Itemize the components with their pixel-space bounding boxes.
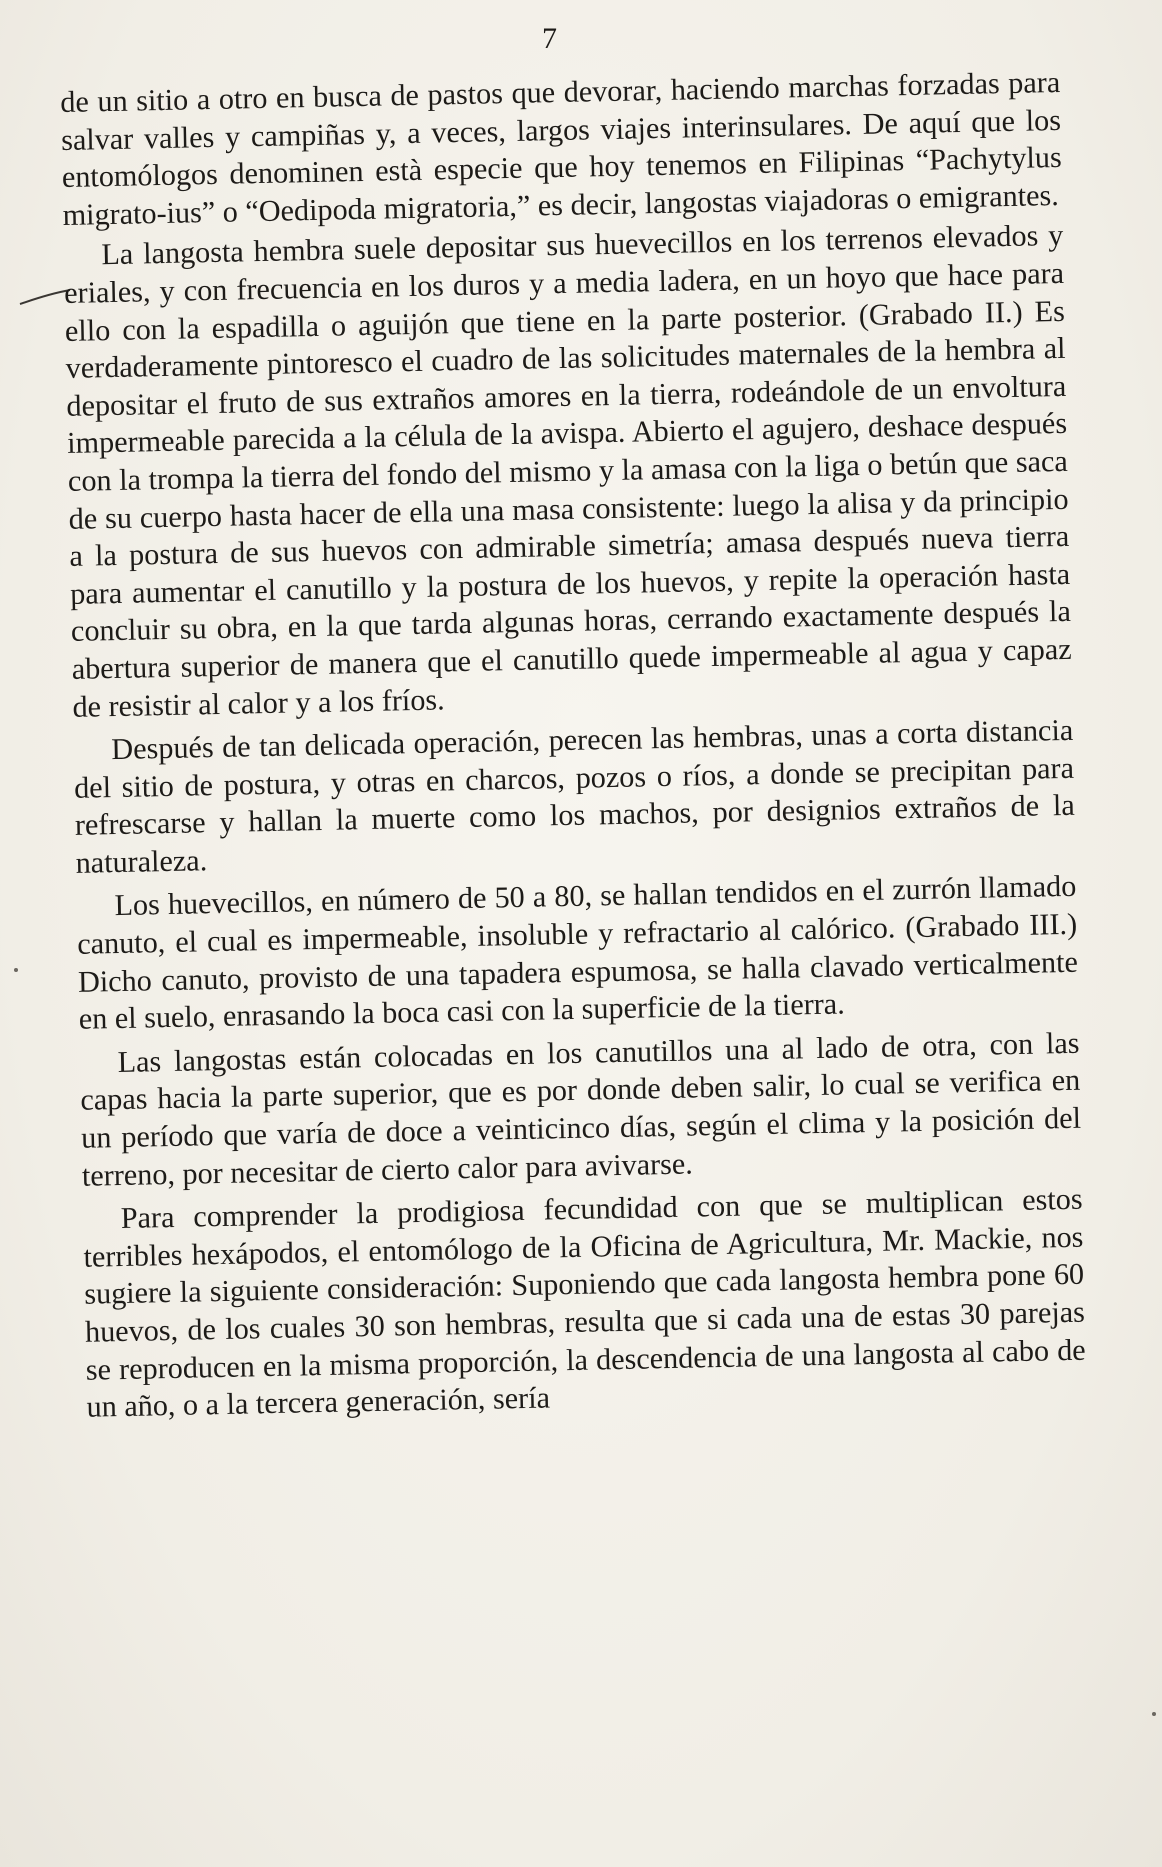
paragraph: Después de tan delicada operación, perecen las hembras, unas a corta distancia del sitio de postura, y otras en charcos, pozos o ríos, a donde se precipitan para refrescarse y hallan la muerte como los machos, por designios extraños de la naturaleza. bbox=[73, 712, 1076, 880]
margin-speck bbox=[1152, 1712, 1156, 1716]
body-text bbox=[60, 64, 1087, 1427]
paragraph: Los huevecillos, en número de 50 a 80, se hallan tendidos en el zurrón llamado canuto, el cual es impermeable, insoluble y refractario al calórico. (Grabado III.) Dicho canuto, provisto de una tapadera espumosa, se halla clavado verticalmente en el suelo, enrasando la boca casi con la superficie de la tierra. bbox=[76, 869, 1079, 1037]
page-number: 7 bbox=[542, 22, 558, 55]
paragraph-continuation: de un sitio a otro en busca de pastos que devorar, haciendo marchas forzadas para salvar valles y campiñas y, a veces, largos viajes interinsulares. De aquí que los entomólogos denominen està especie que hoy tenemos en Filipinas “Pachytylus migrato-ius” o “Oedipoda migratoria,” es decir, langostas viajadoras o emigrantes. bbox=[60, 64, 1063, 232]
paragraph: Para comprender la prodigiosa fecundidad con que se multiplican estos terribles hexápodos, el entomólogo de la Oficina de Agricultura, Mr. Mackie, nos sugiere la siguiente consideración: Suponiendo que cada langosta hembra pone 60 huevos, de los cuales 30 son hembras, resulta que si cada una de estas 30 parejas se reproducen en la misma proporción, la descendencia de una langosta al cabo de un año, o a la tercera generación, sería bbox=[83, 1181, 1086, 1424]
paragraph: La langosta hembra suele depositar sus huevecillos en los terrenos elevados y eriales, y con frecuencia en los duros y a media ladera, en un hoyo que hace para ello con la espadilla o aguijón que tiene en la parte posterior. (Grabado II.) Es verdaderamente pintoresco el cuadro de las solicitudes maternales de la hembra al depositar el fruto de sus extraños amores en la tierra, rodeándole de un envoltura impermeable parecida a la célula de la avispa. Abierto el agujero, deshace después con la trompa la tierra del fondo del mismo y la amasa con la liga o betún que saca de su cuerpo hasta hacer de ella una masa consistente: luego la alisa y da principio a la postura de sus huevos con admirable simetría; amasa después nueva tierra para aumentar el canutillo y la postura de los huevos, y repite la operación hasta concluir su obra, en la que tarda algunas horas, cerrando exactamente después la abertura superior de manera que el canutillo quede impermeable al agua y capaz de resistir al calor y a los fríos. bbox=[63, 218, 1072, 724]
margin-speck bbox=[14, 968, 18, 972]
paragraph: Las langostas están colocadas en los canutillos una al lado de otra, con las capas hacia la parte superior, que es por donde deben salir, lo cual se verifica en un período que varía de doce a veinticinco días, según el clima y la posición del terreno, por necesitar de cierto calor para avivarse. bbox=[80, 1025, 1082, 1193]
